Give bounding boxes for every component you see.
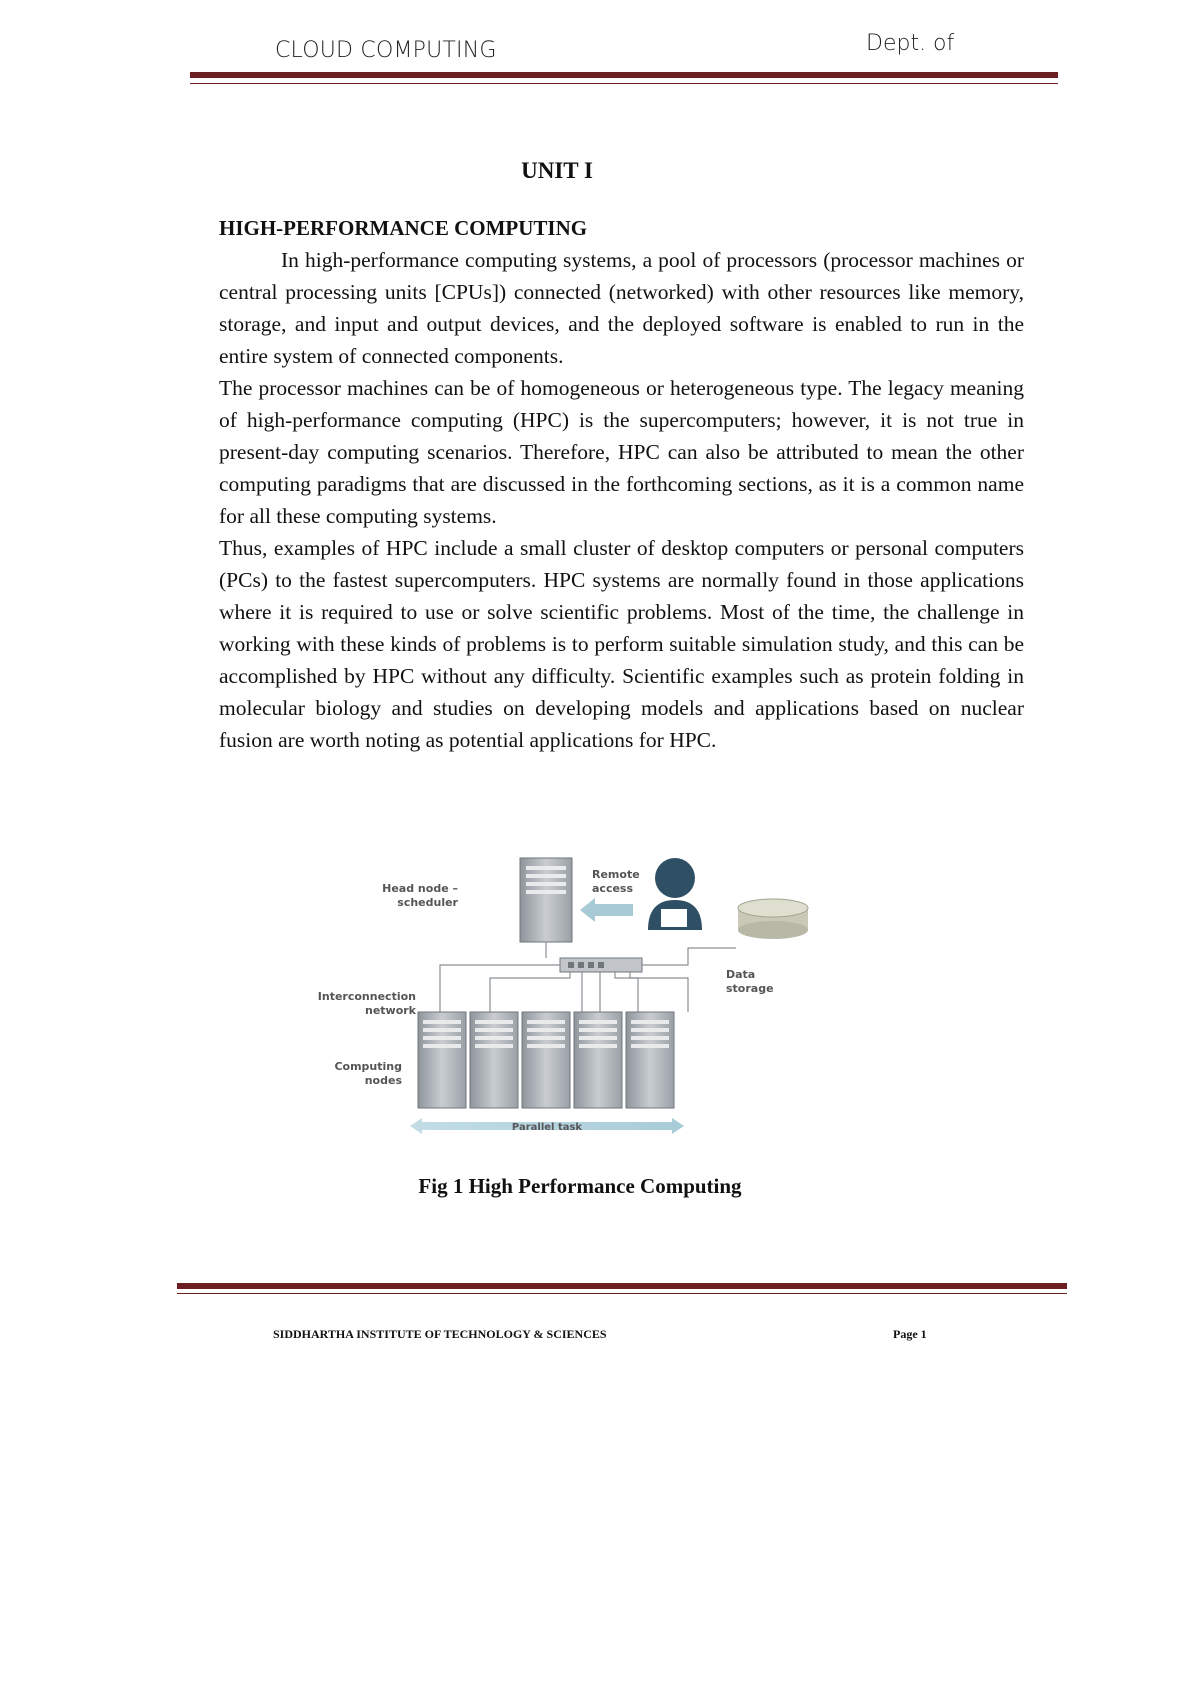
label-interconnection: Interconnection [317,990,416,1003]
computing-node-server-icon [626,1012,674,1108]
user-icon [648,858,702,930]
computing-node-server-icon [470,1012,518,1108]
paragraph-3: Thus, examples of HPC include a small cluster of desktop computers or personal computers (PCs) to the fastest supercomputers. HPC systems are normally found in those applications where it is required to use or solve scientific problems. Most of the time, the challenge in working with these kinds of problems is to perform suitable simulation study, and this can be accomplished by HPC without any difficulty. Scientific examples such as protein folding in molecular biology and studies on developing models and applications based on nuclear fusion are worth noting as potential applications for HPC. [219,536,1024,752]
computing-node-server-icon [522,1012,570,1108]
unit-title: UNIT I [521,158,593,183]
label-interconnection-2: network [364,1004,416,1017]
header-title: CLOUD COMPUTING [275,38,497,63]
network-lines [440,942,736,1012]
footer-rule-thin [177,1293,1067,1294]
header-rule [190,72,1058,78]
label-parallel-task: Parallel task [511,1122,583,1133]
data-storage-icon [738,899,808,939]
section-title: HIGH-PERFORMANCE COMPUTING [219,216,588,240]
head-node-server-icon [520,858,572,942]
label-remote-access: Remote [592,868,640,881]
header-dept: Dept. of [866,31,955,56]
label-computing-nodes-2: nodes [364,1074,402,1087]
label-head-node-2: scheduler [397,896,458,909]
footer-rule [177,1283,1067,1289]
figure-caption: Fig 1 High Performance Computing [418,1174,742,1198]
footer-page-number: Page 1 [893,1327,927,1341]
hpc-diagram [317,850,830,1172]
label-data-storage: Data [726,968,756,981]
label-head-node: Head node – [382,882,458,895]
main-content [219,212,1024,756]
label-computing-nodes: Computing [334,1060,402,1073]
footer-institute: SIDDHARTHA INSTITUTE OF TECHNOLOGY & SCIENCES [273,1327,607,1341]
paragraph-2: The processor machines can be of homogeneous or heterogeneous type. The legacy meaning of high-performance computing (HPC) is the supercomputers; however, it is not true in present-day computing scenarios. Therefore, HPC can also be attributed to mean the other computing paradigms that are discussed in the forthcoming sections, as it is a common name for all these computing systems. [219,376,1024,528]
remote-access-arrow [580,898,633,922]
computing-node-server-icon [418,1012,466,1108]
network-switch-icon [560,958,642,972]
label-remote-access-2: access [592,882,634,895]
computing-node-server-icon [574,1012,622,1108]
label-data-storage-2: storage [726,982,774,995]
computing-nodes [418,1012,674,1108]
header-rule-thin [190,83,1058,84]
paragraph-1: In high-performance computing systems, a pool of processors (processor machines or central processing units [CPUs]) connected (networked) with other resources like memory, storage, and input and output devices, and the deployed software is enabled to run in the entire system of connected components. [219,248,1024,368]
